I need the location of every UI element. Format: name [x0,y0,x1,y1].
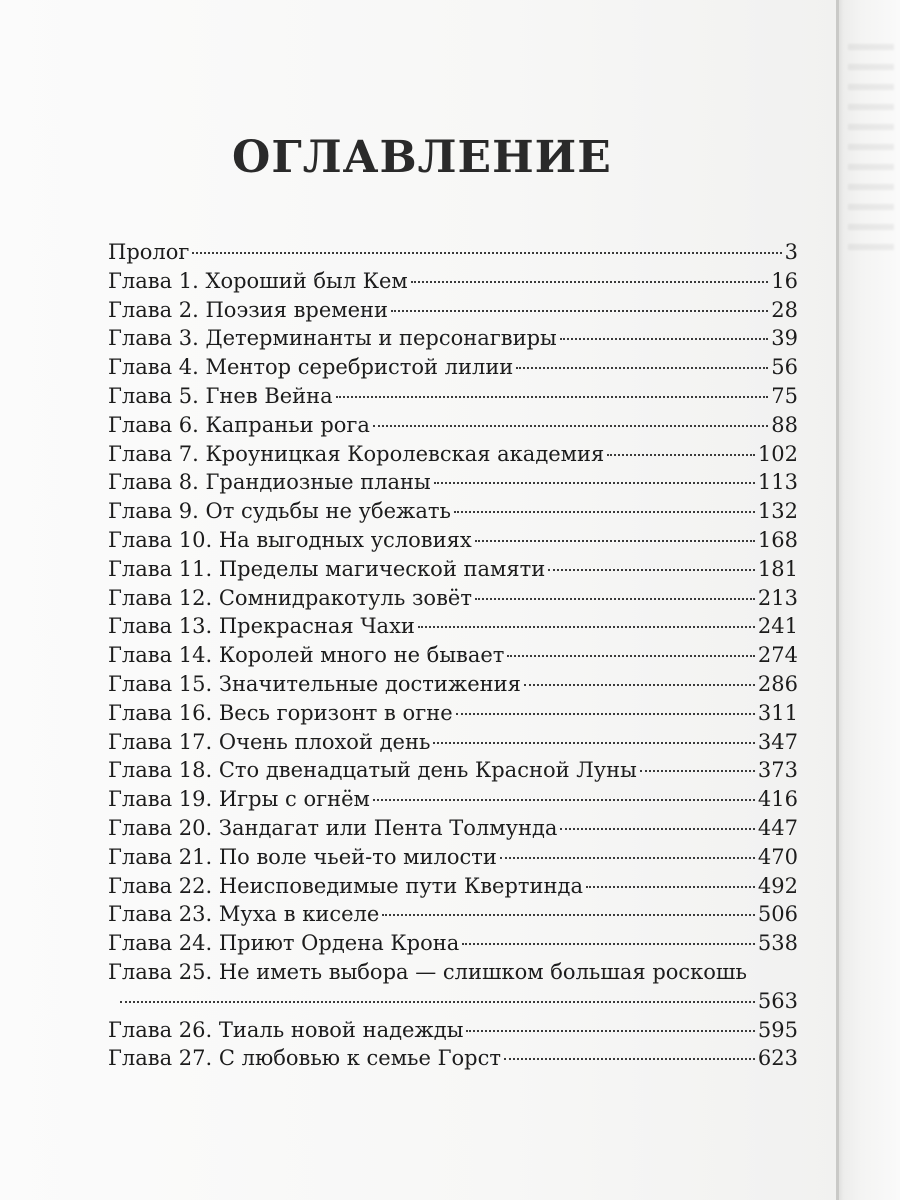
toc-entry-title: Глава 25. Не иметь выбора — слишком большая роскошь [108,959,747,984]
toc-entry [108,382,798,411]
dot-leader [462,943,755,945]
toc-entry [108,267,798,296]
toc-entry-title: Глава 2. Поэзия времени [108,297,389,322]
toc-entry [108,526,798,555]
toc-entry-title: Глава 14. Королей много не бывает [108,643,505,668]
dot-leader [391,310,768,312]
toc-entry [108,296,798,325]
dot-leader [504,1058,755,1060]
toc-entry-page: 347 [757,729,798,754]
toc-entry-page: 181 [757,556,798,581]
toc-entry-page: 470 [757,844,798,869]
toc-entry-title: Глава 11. Пределы магической памяти [108,556,546,581]
toc-entry-page: 39 [771,326,798,351]
dot-leader [516,367,768,369]
dot-leader [454,511,755,513]
toc-entry [108,1016,798,1045]
dot-leader [411,281,769,283]
toc-entry-title: Глава 10. На выгодных условиях [108,527,472,552]
toc-entry-title: Пролог [108,240,190,264]
toc-entry-title: Глава 18. Сто двенадцатый день Красной Луны [108,758,637,783]
toc-entry [108,728,798,757]
toc-entry [108,324,798,353]
toc-entry-page: 88 [771,412,798,437]
dot-leader [560,338,768,340]
toc-entry-title: Глава 13. Прекрасная Чахи [108,614,415,639]
dot-leader [456,713,755,715]
toc-entry [108,238,798,267]
dot-leader [548,569,755,571]
toc-entry-title: Глава 3. Детерминанты и персонагвиры [108,326,557,351]
toc-entry-page: 28 [771,297,798,322]
toc-entry-page: 241 [757,614,798,639]
toc-entry-title: Глава 9. От судьбы не убежать [108,499,451,524]
toc-entry [108,900,798,929]
toc-entry-title: Глава 17. Очень плохой день [108,729,431,754]
dot-leader [192,252,781,254]
toc-entry-page: 102 [757,441,798,466]
toc-entry-page: 286 [757,671,798,696]
toc-entry-page: 213 [757,585,798,610]
toc-entry-page: 595 [757,1017,798,1042]
bleed-through-text [848,30,894,250]
toc-entry [108,756,798,785]
toc-entry-title: Глава 20. Зандагат или Пента Толмунда [108,815,558,840]
toc-entry-page: 447 [757,815,798,840]
dot-leader [373,425,768,427]
toc-entry-title: Глава 6. Капраньи рога [108,412,370,437]
dot-leader [475,540,755,542]
toc-entry-page: 623 [757,1046,798,1071]
toc-entry-page: 168 [757,527,798,552]
toc-entry-title: Глава 16. Весь горизонт в огне [108,700,453,725]
dot-leader [507,655,754,657]
toc-entry [108,670,798,699]
toc-entry [108,929,798,958]
toc-entry-title: Глава 4. Ментор серебристой лилии [108,355,514,380]
toc-entry [108,440,798,469]
toc-entry [108,699,798,728]
toc-entry [108,497,798,526]
toc-entry-title: Глава 12. Сомнидракотуль зовёт [108,585,472,610]
toc-entry-page: 373 [757,758,798,783]
toc-entry-page: 132 [757,499,798,524]
dot-leader [586,886,755,888]
toc-entry-title: Глава 5. Гнев Вейна [108,383,333,408]
dot-leader [433,742,754,744]
toc-entry [108,584,798,613]
toc-entry-page: 311 [757,700,798,725]
toc-entry [108,872,798,901]
toc-entry-title: Глава 22. Неисповедимые пути Квертинда [108,873,583,898]
toc-entry-title: Глава 24. Приют Ордена Крона [108,931,460,956]
toc-entry-title: Глава 15. Значительные достижения [108,671,521,696]
toc-entry [108,411,798,440]
page-title: ОГЛАВЛЕНИЕ [232,132,612,183]
toc-entry-title: Глава 27. С любовью к семье Горст [108,1046,501,1071]
toc-entry-title: Глава 19. Игры с огнём [108,787,370,812]
toc-entry [108,468,798,497]
table-of-contents [108,238,798,1073]
toc-entry-page: 113 [757,470,798,495]
toc-entry-page: 75 [771,383,798,408]
dot-leader [434,482,755,484]
dot-leader [560,828,754,830]
toc-entry [108,785,798,814]
toc-entry-continuation [108,987,798,1016]
dot-leader [607,454,755,456]
toc-entry-page: 416 [757,787,798,812]
toc-entry [108,958,798,987]
dot-leader [466,1030,754,1032]
toc-entry-title: Глава 26. Тиаль новой надежды [108,1017,464,1042]
dot-leader [418,626,755,628]
toc-entry-page: 16 [771,268,798,293]
toc-entry [108,641,798,670]
toc-entry-title: Глава 1. Хороший был Кем [108,268,408,293]
toc-entry [108,353,798,382]
toc-entry-title: Глава 8. Грандиозные планы [108,470,431,495]
dot-leader [382,914,755,916]
toc-entry [108,612,798,641]
dot-leader [524,684,755,686]
toc-entry [108,814,798,843]
toc-entry-page: 506 [757,902,798,927]
toc-entry-page: 538 [757,931,798,956]
toc-entry-page: 56 [771,355,798,380]
toc-entry-title: Глава 23. Муха в киселе [108,902,380,927]
dot-leader [640,770,755,772]
toc-entry-title: Глава 21. По воле чьей-то милости [108,844,497,869]
toc-entry [108,1044,798,1073]
toc-entry-page: 3 [784,240,798,264]
toc-entry-title: Глава 7. Кроуницкая Королевская академия [108,441,605,466]
dot-leader [373,799,755,801]
toc-entry [108,555,798,584]
dot-leader [336,396,769,398]
dot-leader [475,598,755,600]
toc-entry [108,843,798,872]
dot-leader [120,1001,755,1003]
dot-leader [500,857,755,859]
toc-entry-page: 492 [757,873,798,898]
toc-entry-page: 274 [757,643,798,668]
toc-entry-page: 563 [757,988,798,1013]
